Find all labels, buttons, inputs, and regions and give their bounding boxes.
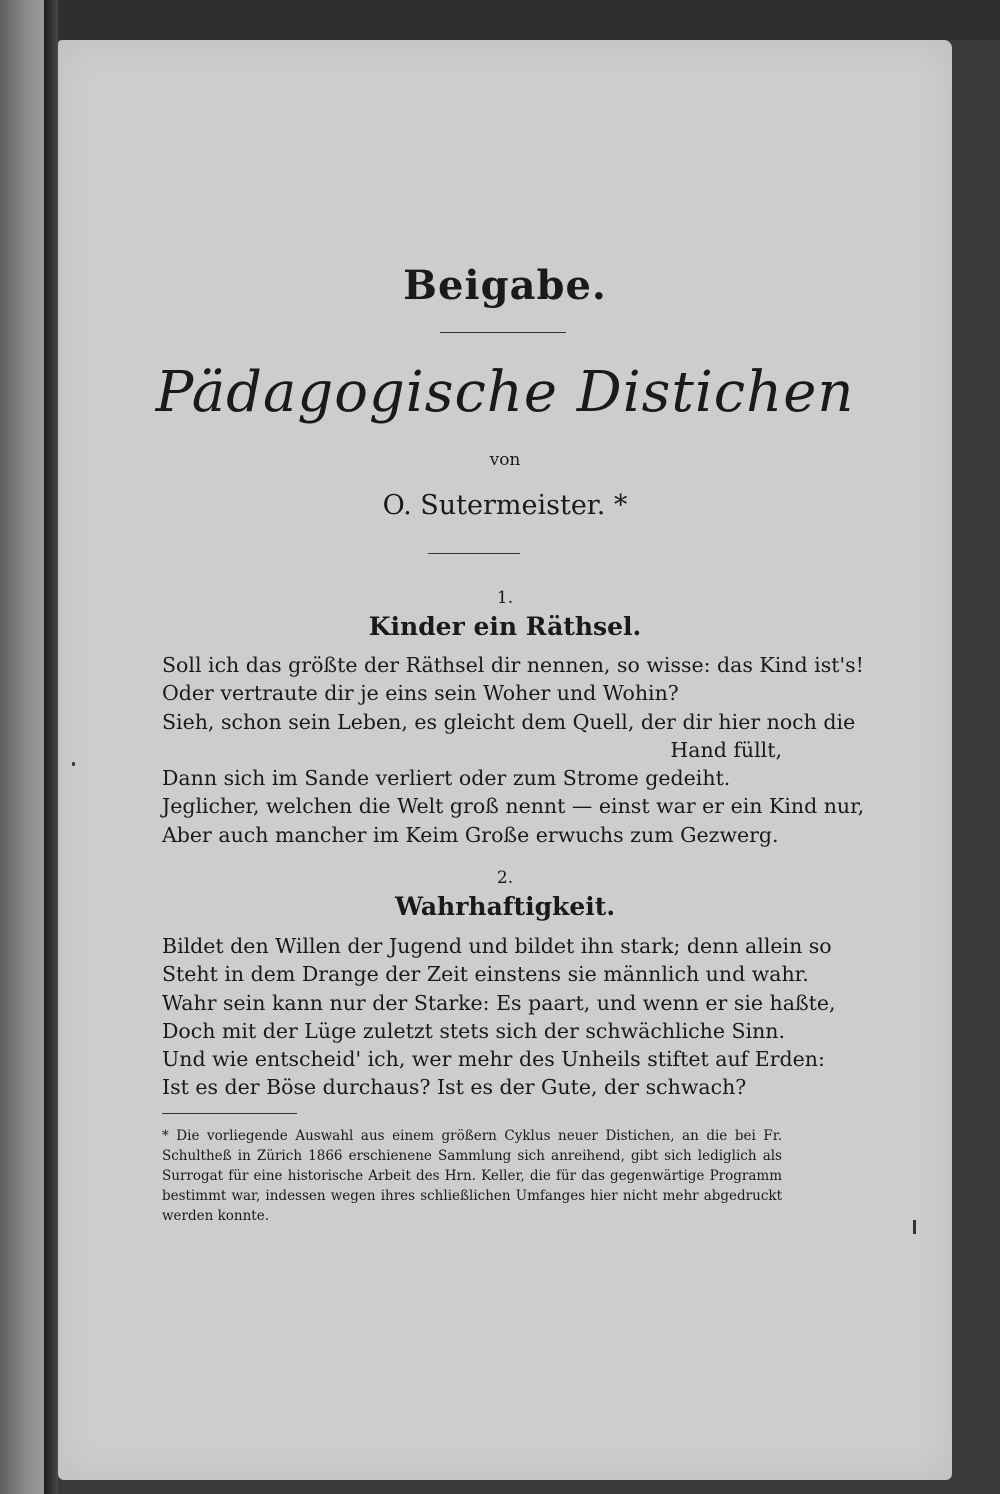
footnote-rule <box>162 1113 297 1114</box>
title-rule-bottom <box>428 553 520 554</box>
book-spine <box>44 0 58 1494</box>
poem-line: Ist es der Böse durchaus? Ist es der Gute, der schwach? <box>162 1075 747 1100</box>
section-number: 1. <box>496 588 514 608</box>
poem-line: Oder vertraute dir je eins sein Woher und Wohin? <box>162 681 679 706</box>
poem-line: Doch mit der Lüge zuletzt stets sich der schwächliche Sinn. <box>162 1018 786 1043</box>
poem-line: Wahr sein kann nur der Starke: Es paart, und wenn er sie haßte, <box>162 990 836 1015</box>
beigabe-heading: Beigabe. <box>403 262 607 309</box>
facing-page-edge <box>0 0 44 1494</box>
poem-line: Dann sich im Sande verliert oder zum Strome gedeiht. <box>162 766 731 791</box>
page-speck <box>72 762 75 766</box>
title-rule-top <box>440 332 566 333</box>
poem-section-2 <box>162 932 836 1102</box>
background-top <box>58 0 1000 40</box>
page-speck <box>913 1220 916 1234</box>
footnote: * Die vorliegende Auswahl aus einem größern Cyklus neuer Distichen, an die bei Fr. Schultheß in Zürich 1866 erschienene Sammlung sich anreihend, gibt sich lediglich als Surrogat für eine historische Arbeit des Hrn. Keller, die für das gegenwärtige Programm bestimmt war, indessen wegen ihres schließlichen Umfanges hier nicht mehr abgedruckt werden konnte. <box>162 1128 782 1224</box>
poem-line: Aber auch mancher im Keim Große erwuchs zum Gezwerg. <box>162 822 779 847</box>
page <box>58 40 952 1480</box>
poem-line-continuation: Hand füllt, <box>670 737 782 762</box>
section-number: 2. <box>496 868 514 888</box>
author-name: O. Sutermeister. * <box>382 490 628 521</box>
byline-von: von <box>489 450 521 470</box>
poem-line: Steht in dem Drange der Zeit einstens sie männlich und wahr. <box>162 962 809 987</box>
poem-line: Bildet den Willen der Jugend und bildet ihn stark; denn allein so <box>162 934 832 958</box>
page-title: Pädagogische Distichen <box>155 360 855 425</box>
section-heading: Kinder ein Räthsel. <box>368 612 642 641</box>
poem-line: Und wie entscheid' ich, wer mehr des Unheils stiftet auf Erden: <box>162 1047 825 1072</box>
section-heading: Wahrhaftigkeit. <box>394 892 616 921</box>
poem-line: Soll ich das größte der Räthsel dir nennen, so wisse: das Kind ist's! <box>162 653 864 677</box>
poem-line: Sieh, schon sein Leben, es gleicht dem Quell, der dir hier noch die <box>162 709 856 734</box>
poem-line: Jeglicher, welchen die Welt groß nennt — einst war er ein Kind nur, <box>162 794 865 819</box>
poem-section-1 <box>162 651 865 849</box>
